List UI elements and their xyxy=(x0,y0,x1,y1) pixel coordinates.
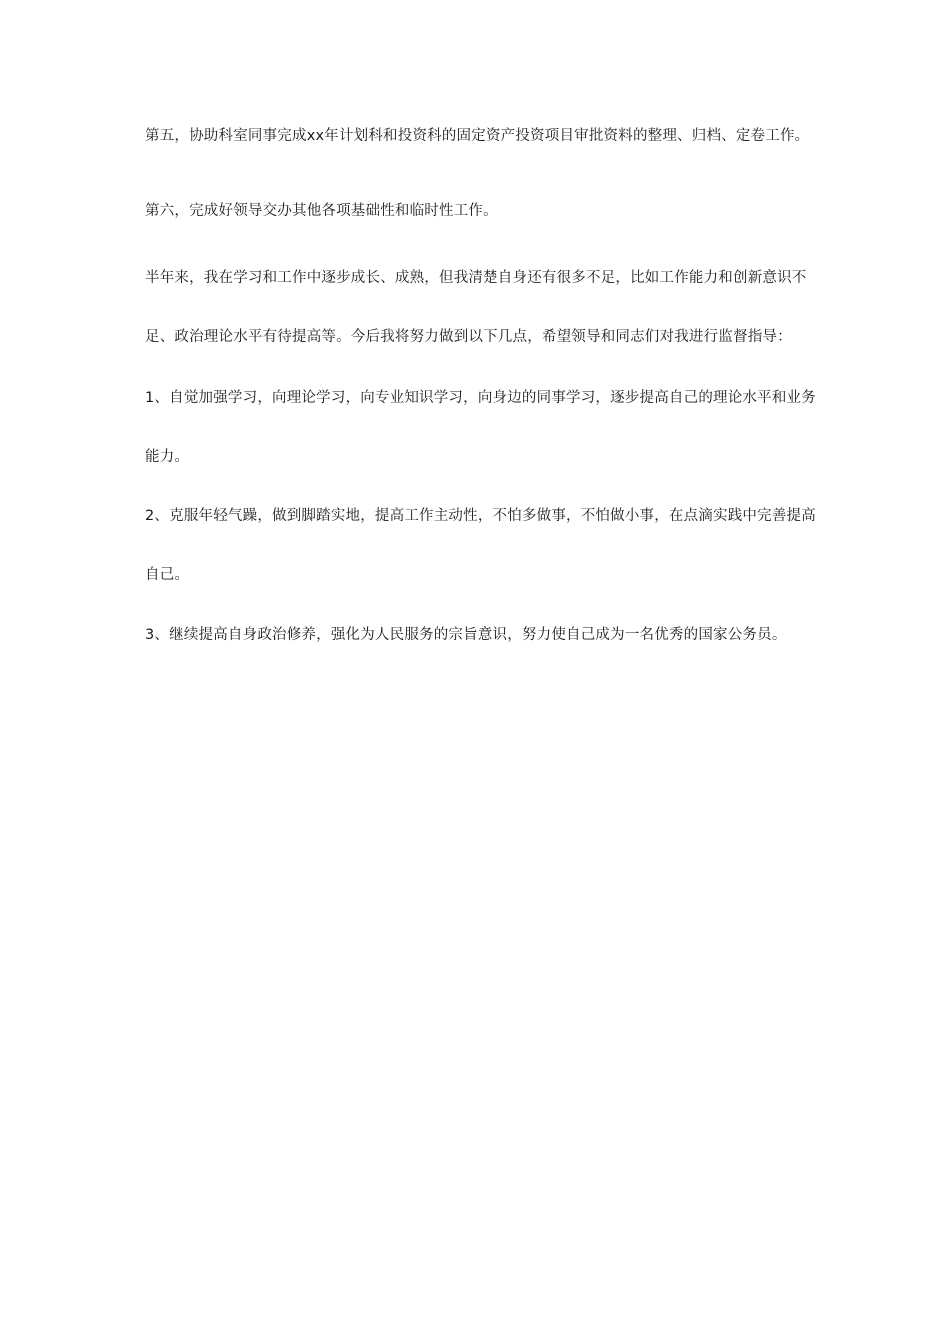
paragraph-item-sixth: 第六，完成好领导交办其他各项基础性和临时性工作。 xyxy=(145,203,498,219)
paragraph-plan-2: 2、克服年轻气躁，做到脚踏实地，提高工作主动性，不怕多做事，不怕做小事，在点滴实践中完善提高自己。 xyxy=(145,508,816,583)
paragraph-half-year-summary: 半年来，我在学习和工作中逐步成长、成熟，但我清楚自身还有很多不足，比如工作能力和创新意识不足、政治理论水平有待提高等。今后我将努力做到以下几点，希望领导和同志们对我进行监督指导： xyxy=(145,270,807,345)
paragraph-item-fifth: 第五，协助科室同事完成xx年计划科和投资科的固定资产投资项目审批资料的整理、归档、定卷工作。 xyxy=(145,128,810,144)
paragraph-plan-1: 1、自觉加强学习，向理论学习，向专业知识学习，向身边的同事学习，逐步提高自己的理论水平和业务能力。 xyxy=(145,390,816,465)
paragraph-plan-3: 3、继续提高自身政治修养，强化为人民服务的宗旨意识，努力使自己成为一名优秀的国家公务员。 xyxy=(145,627,787,643)
